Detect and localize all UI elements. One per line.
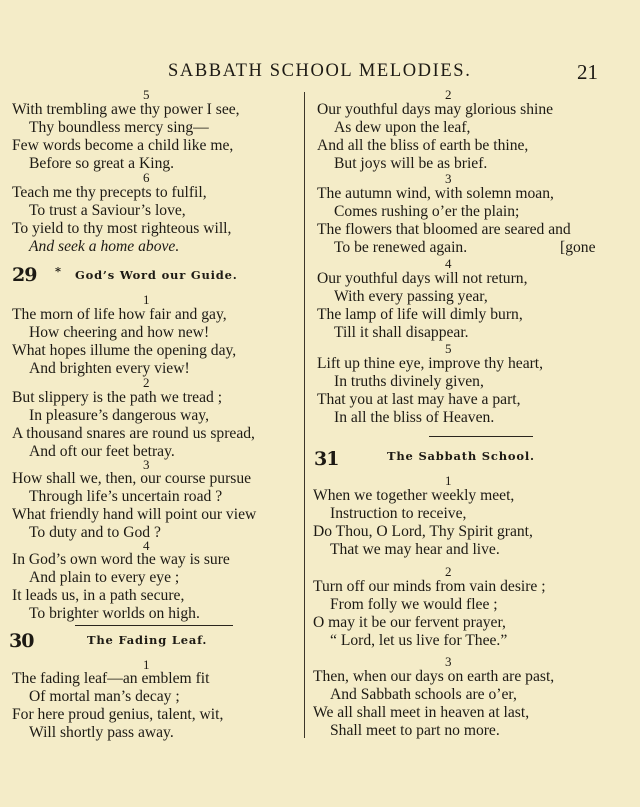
hymn-number: 29 bbox=[12, 264, 37, 286]
section-rule bbox=[429, 436, 533, 437]
verse-line: Lift up thine eye, improve thy heart, bbox=[317, 355, 544, 372]
verse-line: And brighten every view! bbox=[29, 360, 190, 377]
verse-line: And plain to every eye ; bbox=[29, 569, 180, 586]
verse-line: For here proud genius, talent, wit, bbox=[12, 706, 224, 723]
verse-number: 5 bbox=[445, 341, 452, 356]
verse-line: A thousand snares are round us spread, bbox=[12, 425, 255, 442]
verse-number: 1 bbox=[143, 657, 150, 672]
verse-line: “ Lord, let us live for Thee.” bbox=[330, 632, 508, 649]
verse-line: To yield to thy most righteous will, bbox=[12, 220, 232, 237]
turnover-word: [gone bbox=[560, 239, 596, 256]
verse-number: 4 bbox=[143, 538, 150, 553]
verse-line: Our youthful days may glorious shine bbox=[317, 101, 554, 118]
verse-line: Thy boundless mercy sing— bbox=[29, 119, 209, 136]
verse-line: Teach me thy precepts to fulfil, bbox=[12, 184, 207, 201]
verse-line: In all the bliss of Heaven. bbox=[334, 409, 495, 426]
verse-line: Will shortly pass away. bbox=[29, 724, 174, 741]
verse-line: And all the bliss of earth be thine, bbox=[317, 137, 529, 154]
running-head bbox=[0, 61, 640, 85]
verse-line: The flowers that bloomed are seared and bbox=[317, 221, 571, 238]
verse-line: It leads us, in a path secure, bbox=[12, 587, 185, 604]
verse-number: 5 bbox=[143, 87, 150, 102]
verse-line: In pleasure’s dangerous way, bbox=[29, 407, 209, 424]
verse-line: That you at last may have a part, bbox=[317, 391, 521, 408]
verse-line: Then, when our days on earth are past, bbox=[313, 668, 555, 685]
verse-line: Comes rushing o’er the plain; bbox=[334, 203, 520, 220]
verse-line: To trust a Saviour’s love, bbox=[29, 202, 186, 219]
verse-line: As dew upon the leaf, bbox=[334, 119, 471, 136]
verse-number: 2 bbox=[143, 375, 150, 390]
verse-number: 2 bbox=[445, 564, 452, 579]
verse-line: We all shall meet in heaven at last, bbox=[313, 704, 530, 721]
verse-line: How shall we, then, our course pursue bbox=[12, 470, 252, 487]
verse-line: Before so great a King. bbox=[29, 155, 175, 172]
verse-line: But joys will be as brief. bbox=[334, 155, 488, 172]
verse-line: To duty and to God ? bbox=[29, 524, 161, 541]
verse-line: With every passing year, bbox=[334, 288, 488, 305]
verse-line: When we together weekly meet, bbox=[313, 487, 515, 504]
verse-line: With trembling awe thy power I see, bbox=[12, 101, 240, 118]
verse-line: The autumn wind, with solemn moan, bbox=[317, 185, 554, 202]
verse-line: What hopes illume the opening day, bbox=[12, 342, 237, 359]
verse-number: 1 bbox=[143, 292, 150, 307]
section-rule bbox=[75, 625, 233, 626]
verse-line: Do Thou, O Lord, Thy Spirit grant, bbox=[313, 523, 533, 540]
verse-line: Till it shall disappear. bbox=[334, 324, 469, 341]
verse-line: The morn of life how fair and gay, bbox=[12, 306, 227, 323]
hymn-title: God’s Word our Guide. bbox=[75, 268, 238, 282]
verse-line: In truths divinely given, bbox=[334, 373, 484, 390]
verse-line: O may it be our fervent prayer, bbox=[313, 614, 506, 631]
hymn-number: 31 bbox=[314, 448, 339, 470]
verse-line: To be renewed again. bbox=[334, 239, 468, 256]
hymn-title: The Fading Leaf. bbox=[87, 633, 208, 647]
verse-line: Turn off our minds from vain desire ; bbox=[313, 578, 546, 595]
column-divider bbox=[304, 92, 305, 738]
verse-number: 4 bbox=[445, 256, 452, 271]
verse-number: 3 bbox=[143, 457, 150, 472]
verse-line: How cheering and how new! bbox=[29, 324, 210, 341]
verse-line: The fading leaf—an emblem fit bbox=[12, 670, 210, 687]
verse-number: 6 bbox=[143, 170, 150, 185]
verse-number: 1 bbox=[445, 473, 452, 488]
verse-line: In God’s own word the way is sure bbox=[12, 551, 230, 568]
verse-line: The lamp of life will dimly burn, bbox=[317, 306, 523, 323]
verse-line: And seek a home above. bbox=[29, 238, 180, 255]
verse-number: 3 bbox=[445, 171, 452, 186]
verse-line: Through life’s uncertain road ? bbox=[29, 488, 223, 505]
verse-line: To brighter worlds on high. bbox=[29, 605, 200, 622]
verse-number: 3 bbox=[445, 654, 452, 669]
verse-line: But slippery is the path we tread ; bbox=[12, 389, 223, 406]
verse-line: And oft our feet betray. bbox=[29, 443, 175, 460]
verse-line: Shall meet to part no more. bbox=[330, 722, 500, 739]
verse-line: Of mortal man’s decay ; bbox=[29, 688, 180, 705]
running-title: SABBATH SCHOOL MELODIES. bbox=[168, 61, 472, 81]
verse-line: And Sabbath schools are o’er, bbox=[330, 686, 517, 703]
verse-line: From folly we would flee ; bbox=[330, 596, 498, 613]
hymn-title: The Sabbath School. bbox=[387, 449, 535, 463]
verse-line: Our youthful days will not return, bbox=[317, 270, 528, 287]
hymn-mark: * bbox=[55, 264, 62, 278]
verse-number: 2 bbox=[445, 87, 452, 102]
verse-line: What friendly hand will point our view bbox=[12, 506, 257, 523]
hymn-number: 30 bbox=[9, 630, 34, 652]
verse-line: Instruction to receive, bbox=[330, 505, 467, 522]
verse-line: Few words become a child like me, bbox=[12, 137, 234, 154]
page-number: 21 bbox=[577, 60, 598, 84]
verse-line: That we may hear and live. bbox=[330, 541, 500, 558]
